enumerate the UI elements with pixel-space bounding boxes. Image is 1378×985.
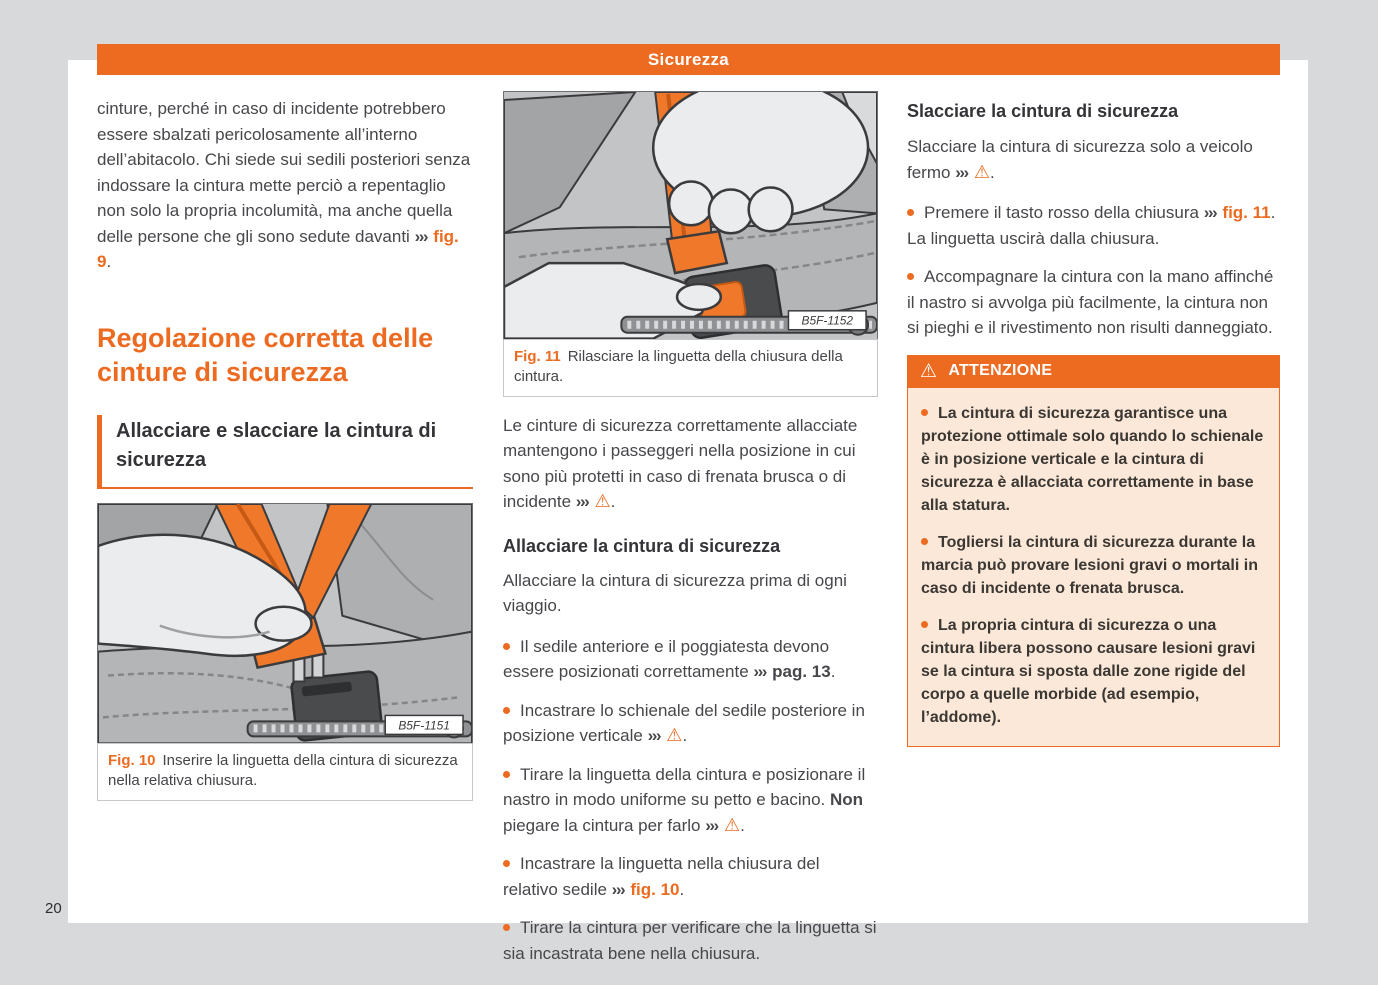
bullet-dot-icon (921, 409, 928, 416)
mid-paragraph-2: Allacciare la cintura di sicurezza prima di ogni viaggio. (503, 570, 847, 616)
bullet-dot-icon (907, 209, 914, 216)
left-column (97, 60, 473, 801)
fig11-caption-text: Rilasciare la linguetta della chiusura della cintura. (514, 347, 843, 385)
list-item: Incastrare lo schienale del sedile posteriore in posizione verticale ››› ⚠. (503, 700, 865, 746)
attention-body (907, 388, 1280, 747)
fig11-code: B5F-1152 (801, 313, 854, 328)
fig11-label: Fig. 11 (514, 347, 561, 365)
warning-triangle-icon: ⚠ (920, 360, 938, 382)
attention-item: Togliersi la cintura di sicurezza durante la marcia può provare lesioni gravi o mortali in caso di incidente o frenata brusca. (921, 533, 1258, 597)
bullet-dot-icon (921, 538, 928, 545)
list-item: Tirare la cintura per verificare che la linguetta si sia incastrata bene nella chiusura. (503, 918, 877, 963)
right-paragraph: Slacciare la cintura di sicurezza solo a veicolo fermo ››› ⚠. (907, 137, 1253, 182)
figure-10 (97, 503, 473, 801)
bullet-dot-icon (503, 924, 510, 931)
fig10-caption-text: Inserire la linguetta della cintura di sicurezza nella relativa chiusura. (108, 751, 458, 789)
mid-paragraph-1: Le cinture di sicurezza correttamente allacciate mantengono i passeggeri nella posizione in cui sono più protetti in caso di frenata brusca o di incidente ››› ⚠. (503, 415, 858, 512)
fig11-caption (503, 339, 878, 397)
right-column (907, 60, 1280, 747)
bullet-dot-icon (907, 273, 914, 280)
right-heading: Slacciare la cintura di sicurezza (907, 101, 1179, 121)
manual-page (68, 60, 1308, 963)
mid-bullet-list (503, 634, 878, 967)
bullet-dot-icon (921, 621, 928, 628)
attention-item: La cintura di sicurezza garantisce una protezione ottimale solo quando lo schienale è in posizione verticale e la cintura di sicurezza è allacciata correttamente in base alla statura. (921, 404, 1264, 514)
list-item: Premere il tasto rosso della chiusura ››› fig. 11. La linguetta uscirà dalla chiusura. (907, 203, 1276, 248)
middle-column (503, 60, 878, 979)
attention-title: ATTENZIONE (948, 362, 1053, 380)
attention-header (907, 355, 1280, 388)
list-item: Incastrare la linguetta nella chiusura del relativo sedile ››› fig. 10. (503, 854, 820, 899)
mid-subheading: Allacciare la cintura di sicurezza (503, 535, 781, 556)
attention-box (907, 355, 1280, 747)
bullet-dot-icon (503, 771, 510, 778)
bullet-dot-icon (503, 707, 510, 714)
fig10-caption (97, 743, 473, 801)
right-bullet-list (907, 200, 1280, 341)
attention-item: La propria cintura di sicurezza o una cintura libera possono causare lesioni gravi se la cintura si sposta dalle zone rigide del corpo a quelle morbide (ad esempio, l’addome). (921, 616, 1256, 726)
section-title: Sicurezza (647, 49, 730, 69)
fig10-illustration (97, 503, 473, 744)
main-heading: Regolazione corretta delle cinture di sicurezza (97, 322, 434, 387)
list-item: Accompagnare la cintura con la mano affinché il nastro si avvolga più facilmente, la cintura non si pieghi e il rivestimento non risulti danneggiato. (907, 267, 1274, 337)
fig10-code: B5F-1151 (398, 717, 450, 732)
bullet-dot-icon (503, 643, 510, 650)
fig10-label: Fig. 10 (108, 751, 156, 769)
page-number: 20 (45, 900, 62, 917)
list-item: Il sedile anteriore e il poggiatesta devono essere posizionati correttamente ››› pag. 13. (503, 636, 836, 682)
bullet-dot-icon (503, 860, 510, 867)
sub-heading: Allacciare e slacciare la cintura di sicurezza (97, 415, 473, 489)
fig11-illustration (503, 91, 878, 340)
section-header-bar (97, 44, 1280, 75)
figure-11 (503, 91, 878, 397)
intro-paragraph: cinture, perché in caso di incidente potrebbero essere sbalzati pericolosamente all’interno dell’abitacolo. Chi siede sui sedili posteriori senza indossare la cintura mette perciò a repentaglio non solo la propria incolumità, ma anche quella delle persone che gli sono sedute davanti ››› fig. 9. (97, 99, 471, 271)
list-item: Tirare la linguetta della cintura e posizionare il nastro in modo uniforme su petto e bacino. Non piegare la cintura per farlo ››› ⚠. (503, 764, 866, 835)
